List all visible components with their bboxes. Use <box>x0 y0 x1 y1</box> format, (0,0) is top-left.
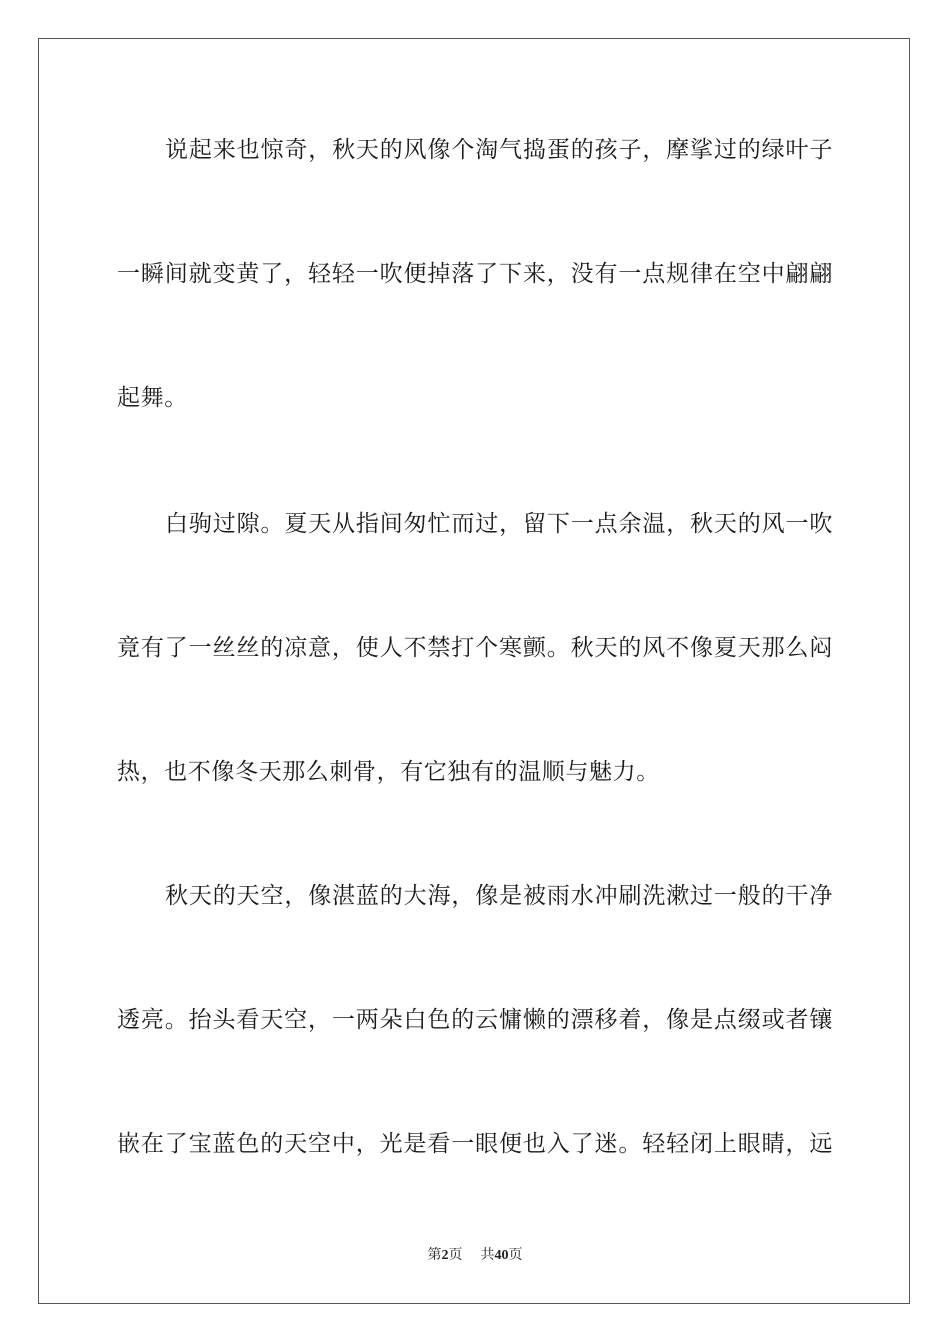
paragraph-1-line-1: 说起来也惊奇，秋天的风像个淘气捣蛋的孩子，摩挲过的绿叶子 <box>165 137 833 163</box>
paragraph-1-line-2: 一瞬间就变黄了，轻轻一吹便掉落了下来，没有一点规律在空中翩翩 <box>117 261 833 287</box>
paragraph-3-line-2: 透亮。抬头看天空，一两朵白色的云慵懒的漂移着，像是点缀或者镶 <box>117 1007 833 1033</box>
page-number: 2 <box>441 1248 449 1263</box>
paragraph-2-line-3: 热，也不像冬天那么刺骨，有它独有的温顺与魅力。 <box>117 759 660 785</box>
paragraph-2-line-2: 竟有了一丝丝的凉意，使人不禁打个寒颤。秋天的风不像夏天那么闷 <box>117 635 833 661</box>
total-prefix: 共 <box>480 1248 495 1263</box>
paragraph-3-line-1: 秋天的天空，像湛蓝的大海，像是被雨水冲刷洗漱过一般的干净 <box>165 883 833 909</box>
total-pages: 40 <box>494 1248 509 1263</box>
paragraph-2-line-1: 白驹过隙。夏天从指间匆忙而过，留下一点余温，秋天的风一吹 <box>165 511 833 537</box>
page-border <box>38 38 910 1304</box>
total-suffix: 页 <box>508 1248 523 1263</box>
paragraph-3-line-3: 嵌在了宝蓝色的天空中，光是看一眼便也入了迷。轻轻闭上眼睛，远 <box>117 1131 833 1157</box>
page-footer <box>0 1244 950 1264</box>
paragraph-1-line-3: 起舞。 <box>117 385 188 411</box>
page-prefix: 第 <box>427 1248 442 1263</box>
page-suffix: 页 <box>448 1248 463 1263</box>
